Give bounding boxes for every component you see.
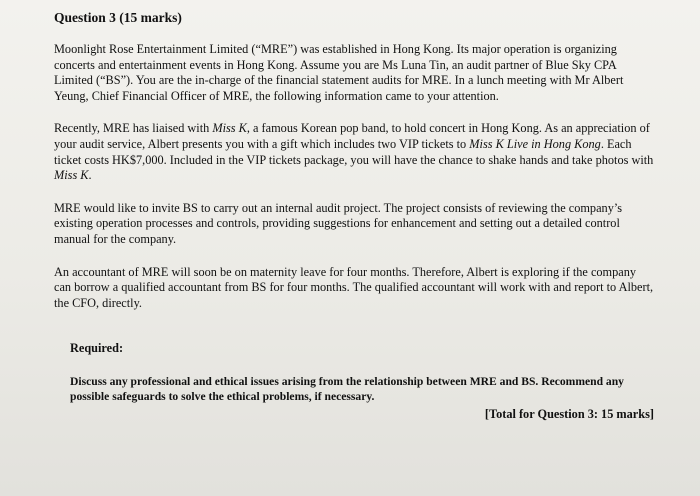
gift-emphasis-band-2: Miss K — [54, 168, 89, 183]
gift-emphasis-band: Miss K — [212, 121, 247, 136]
paragraph-background: Moonlight Rose Entertainment Limited (“MRE”) was established in Hong Kong. Its major operation is organizing concerts and entertainment events in Hong Kong. Assume you are Ms Luna Tin, an audit partner of Blue Sky CPA Limited (“BS”). You are the in-charge of the financial statement audits for MRE. In a lunch meeting with Mr Albert Yeung, Chief Financial Officer of MRE, the following information came to your attention. — [54, 42, 624, 103]
required-task: Discuss any professional and ethical issues arising from the relationship between MRE and BS. Recommend any possible safeguards to solve the ethical problems, if necessary. — [70, 375, 624, 404]
paragraph-secondment: An accountant of MRE will soon be on maternity leave for four months. Therefore, Albert is exploring if the company can borrow a qualified accountant from BS for four months. The qualified accountant will work with and report to Albert, the CFO, directly. — [54, 264, 654, 310]
paragraph-internal-audit: MRE would like to invite BS to carry out an internal audit project. The project consists of reviewing the company’s existing operation processes and controls, providing suggestions for enhancement and setting out a detailed control manual for the company. — [54, 200, 623, 246]
question-title: Question 3 (15 marks) — [54, 10, 182, 25]
required-heading: Required: — [70, 341, 124, 356]
gift-text-4: . — [88, 168, 92, 183]
gift-text-2: , a famous Korean pop band, to hold concert in Hong Kong. As an appreciation of your audit service, Albert presents you with a gift which includes two VIP tickets to — [54, 121, 650, 151]
question-body — [54, 10, 654, 422]
total-marks: [Total for Question 3: 15 marks] — [484, 407, 654, 422]
gift-emphasis-concert: Miss K Live in Hong Kong — [469, 136, 601, 151]
gift-text-1: Recently, MRE has liaised with — [54, 121, 213, 136]
paragraph-gift — [54, 121, 654, 183]
gift-text-3: . Each ticket costs HK$7,000. Included in the VIP tickets package, you will have the chance to shake hands and take photos with — [54, 136, 654, 167]
